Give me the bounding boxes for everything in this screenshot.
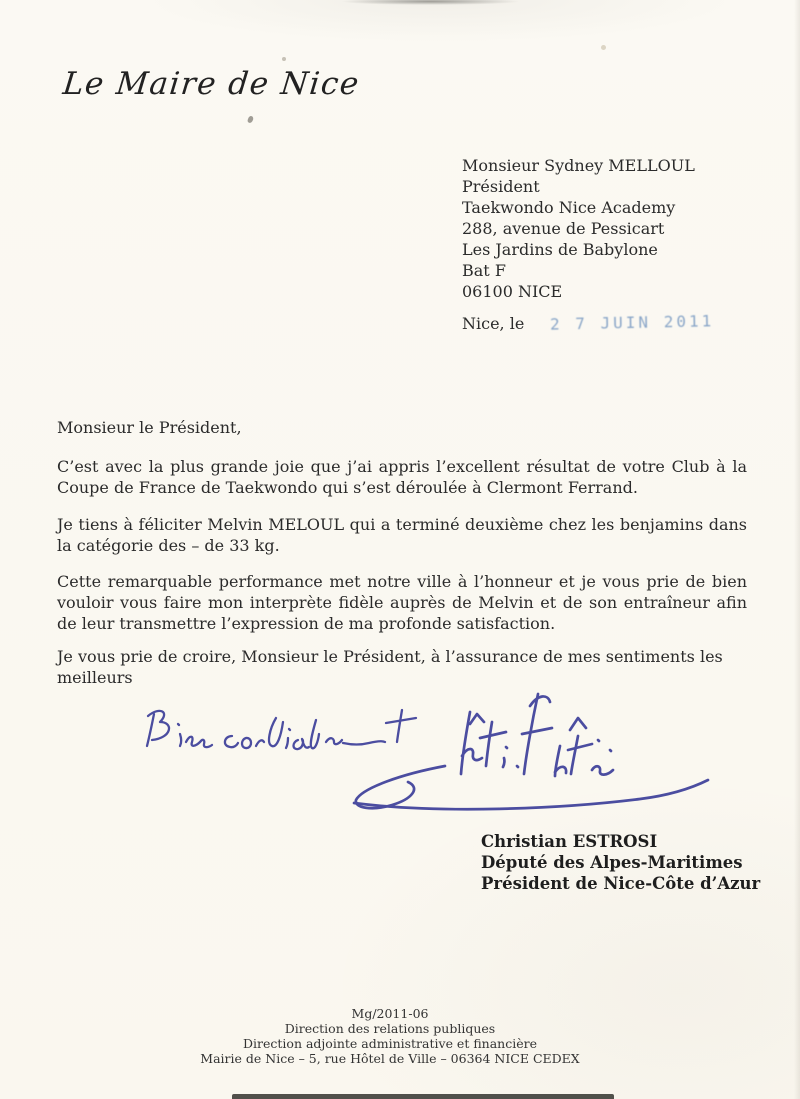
signatory-block — [481, 831, 760, 894]
scan-edge-shadow — [794, 0, 800, 1099]
body-paragraph: Je tiens à féliciter Melvin MELOUL qui a terminé deuxième chez les benjamins dans la catégorie des – de 33 kg. — [57, 515, 747, 555]
handwritten-bien-cordialement — [147, 710, 416, 749]
body-paragraph: C’est avec la plus grande joie que j’ai appris l’excellent résultat de votre Club à la Coupe de France de Taekwondo qui s’est déroulée à Clermont Ferrand. — [57, 457, 747, 497]
salutation: Monsieur le Président, — [57, 418, 242, 437]
recipient-organization: Taekwondo Nice Academy — [462, 198, 676, 217]
signature-strokes — [356, 694, 613, 808]
dateline — [462, 311, 715, 334]
letterhead-title: Le Maire de Nice — [61, 66, 362, 102]
recipient-title: Président — [462, 177, 540, 196]
signatory-title-2: Président de Nice-Côte d’Azur — [481, 874, 761, 893]
signature-underline — [354, 780, 708, 809]
scan-smudge-artifact — [340, 0, 520, 5]
dateline-prefix: Nice, le — [462, 314, 525, 333]
recipient-residence: Les Jardins de Babylone — [462, 240, 658, 259]
footer-block — [0, 1006, 780, 1066]
closing-sentence: Je vous prie de croire, Monsieur le Président, à l’assurance de mes sentiments les meilleurs — [57, 647, 723, 687]
recipient-city: 06100 NICE — [462, 282, 563, 301]
scan-speck-artifact — [247, 115, 254, 123]
footer-reference: Mg/2011-06 — [351, 1006, 429, 1021]
scan-speck-artifact — [282, 57, 286, 61]
date-stamp: 2 7 JUIN 2011 — [550, 311, 715, 334]
recipient-name: Monsieur Sydney MELLOUL — [462, 156, 695, 175]
scan-speck-artifact — [601, 45, 606, 50]
scan-bottom-bar-artifact — [232, 1094, 614, 1099]
signatory-name: Christian ESTROSI — [481, 832, 658, 851]
footer-address: Mairie de Nice – 5, rue Hôtel de Ville – 06364 NICE CEDEX — [200, 1051, 580, 1066]
handwritten-closing-and-signature — [140, 676, 740, 816]
body-paragraph: Cette remarquable performance met notre ville à l’honneur et je vous prie de bien vouloir vous faire mon interprète fidèle auprès de Melvin et de son entraîneur afin de leur transmettre l’expression de ma profonde satisfaction. — [57, 572, 747, 633]
recipient-street: 288, avenue de Pessicart — [462, 219, 665, 238]
signatory-title-1: Député des Alpes-Maritimes — [481, 853, 743, 872]
letter-body — [57, 417, 747, 688]
footer-department-2: Direction adjointe administrative et financière — [243, 1036, 537, 1051]
recipient-building: Bat F — [462, 261, 506, 280]
footer-department-1: Direction des relations publiques — [284, 1021, 496, 1036]
recipient-address-block — [462, 155, 695, 302]
